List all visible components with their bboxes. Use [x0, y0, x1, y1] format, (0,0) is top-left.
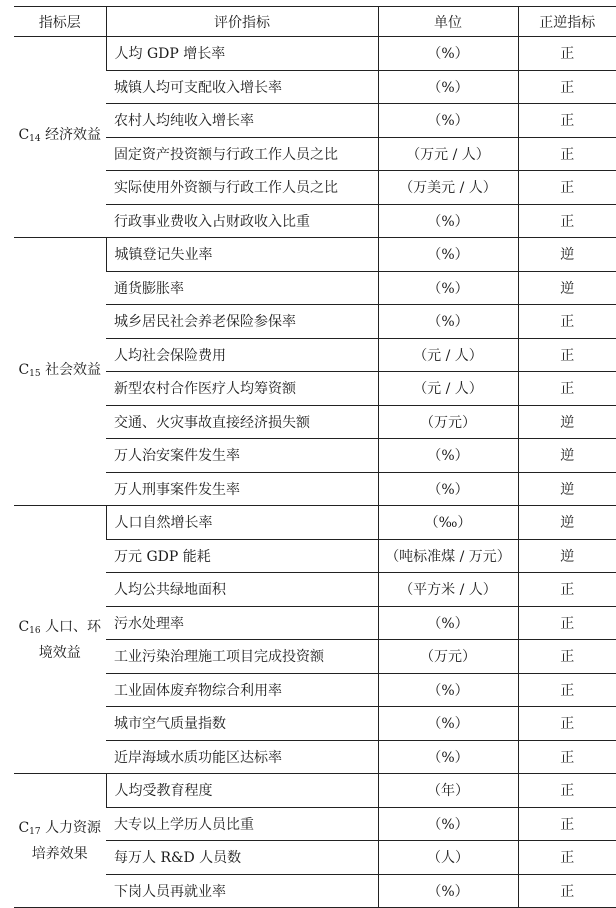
table-body — [14, 37, 616, 908]
group-code: $C_{17}$ — [18, 819, 41, 837]
group-name-line1: 人口、环 — [45, 618, 102, 635]
direction-cell: 逆 — [518, 439, 616, 473]
direction-cell: 正 — [518, 305, 616, 339]
unit-cell: （%） — [378, 37, 518, 71]
direction-cell: 正 — [518, 37, 616, 71]
indicator-cell: 工业污染治理施工项目完成投资额 — [106, 640, 378, 674]
unit-cell: （万元） — [378, 405, 518, 439]
group-name-line2: 境效益 — [38, 644, 81, 661]
header-indicator: 评价指标 — [106, 7, 378, 37]
unit-cell: （%） — [378, 606, 518, 640]
direction-cell: 逆 — [518, 506, 616, 540]
indicator-cell: 污水处理率 — [106, 606, 378, 640]
unit-cell: （%） — [378, 673, 518, 707]
indicator-table — [14, 6, 616, 908]
indicator-cell: 人均社会保险费用 — [106, 338, 378, 372]
unit-cell: （%） — [378, 305, 518, 339]
direction-cell: 正 — [518, 673, 616, 707]
unit-cell: （平方米 / 人） — [378, 573, 518, 607]
indicator-cell: 人均受教育程度 — [106, 774, 378, 808]
unit-cell: （万美元 / 人） — [378, 171, 518, 205]
direction-cell: 正 — [518, 70, 616, 104]
direction-cell: 正 — [518, 204, 616, 238]
indicator-cell: 人均公共绿地面积 — [106, 573, 378, 607]
group-label — [14, 506, 106, 774]
indicator-cell: 城乡居民社会养老保险参保率 — [106, 305, 378, 339]
table-row — [14, 506, 616, 540]
direction-cell: 正 — [518, 372, 616, 406]
indicator-cell: 万人刑事案件发生率 — [106, 472, 378, 506]
group-label — [14, 238, 106, 506]
indicator-cell: 新型农村合作医疗人均筹资额 — [106, 372, 378, 406]
group-code: $C_{15}$ — [18, 361, 41, 379]
unit-cell: （人） — [378, 841, 518, 875]
group-label — [14, 37, 106, 238]
unit-cell: （%） — [378, 70, 518, 104]
indicator-cell: 城镇人均可支配收入增长率 — [106, 70, 378, 104]
direction-cell: 正 — [518, 573, 616, 607]
indicator-cell: 万人治安案件发生率 — [106, 439, 378, 473]
direction-cell: 逆 — [518, 405, 616, 439]
direction-cell: 正 — [518, 774, 616, 808]
unit-cell: （‰） — [378, 506, 518, 540]
group-name-line2: 培养效果 — [31, 845, 88, 862]
header-direction: 正逆指标 — [518, 7, 616, 37]
direction-cell: 正 — [518, 137, 616, 171]
indicator-cell: 城镇登记失业率 — [106, 238, 378, 272]
indicator-cell: 下岗人员再就业率 — [106, 874, 378, 908]
direction-cell: 正 — [518, 841, 616, 875]
unit-cell: （%） — [378, 271, 518, 305]
group-name-line1: 经济效益 — [45, 127, 102, 143]
direction-cell: 正 — [518, 338, 616, 372]
direction-cell: 正 — [518, 874, 616, 908]
direction-cell: 逆 — [518, 238, 616, 272]
group-name-line1: 社会效益 — [45, 361, 102, 378]
indicator-cell: 工业固体废弃物综合利用率 — [106, 673, 378, 707]
indicator-cell: 行政事业费收入占财政收入比重 — [106, 204, 378, 238]
unit-cell: （元 / 人） — [378, 372, 518, 406]
header-row — [14, 7, 616, 37]
unit-cell: （%） — [378, 439, 518, 473]
indicator-cell: 万元 GDP 能耗 — [106, 539, 378, 573]
indicator-cell: 人口自然增长率 — [106, 506, 378, 540]
direction-cell: 正 — [518, 640, 616, 674]
direction-cell: 正 — [518, 606, 616, 640]
unit-cell: （元 / 人） — [378, 338, 518, 372]
table-row — [14, 238, 616, 272]
direction-cell: 正 — [518, 740, 616, 774]
unit-cell: （%） — [378, 238, 518, 272]
indicator-cell: 农村人均纯收入增长率 — [106, 104, 378, 138]
direction-cell: 逆 — [518, 271, 616, 305]
unit-cell: （万元 / 人） — [378, 137, 518, 171]
indicator-cell: 交通、火灾事故直接经济损失额 — [106, 405, 378, 439]
indicator-cell: 近岸海域水质功能区达标率 — [106, 740, 378, 774]
indicator-cell: 城市空气质量指数 — [106, 707, 378, 741]
unit-cell: （%） — [378, 807, 518, 841]
indicator-cell: 每万人 R&D 人员数 — [106, 841, 378, 875]
direction-cell: 正 — [518, 171, 616, 205]
unit-cell: （%） — [378, 204, 518, 238]
indicator-cell: 大专以上学历人员比重 — [106, 807, 378, 841]
table-row — [14, 774, 616, 808]
unit-cell: （%） — [378, 707, 518, 741]
header-unit: 单位 — [378, 7, 518, 37]
indicator-cell: 人均 GDP 增长率 — [106, 37, 378, 71]
group-label — [14, 774, 106, 908]
unit-cell: （%） — [378, 740, 518, 774]
unit-cell: （年） — [378, 774, 518, 808]
group-code: $C_{14}$ — [18, 127, 41, 144]
direction-cell: 逆 — [518, 539, 616, 573]
indicator-cell: 实际使用外资额与行政工作人员之比 — [106, 171, 378, 205]
indicator-cell: 固定资产投资额与行政工作人员之比 — [106, 137, 378, 171]
indicator-cell: 通货膨胀率 — [106, 271, 378, 305]
table-row — [14, 37, 616, 71]
header-level: 指标层 — [14, 7, 106, 37]
group-code: $C_{16}$ — [18, 618, 41, 636]
direction-cell: 逆 — [518, 472, 616, 506]
direction-cell: 正 — [518, 104, 616, 138]
unit-cell: （吨标准煤 / 万元） — [378, 539, 518, 573]
direction-cell: 正 — [518, 707, 616, 741]
unit-cell: （%） — [378, 104, 518, 138]
unit-cell: （万元） — [378, 640, 518, 674]
group-name-line1: 人力资源 — [45, 819, 102, 836]
unit-cell: （%） — [378, 472, 518, 506]
unit-cell: （%） — [378, 874, 518, 908]
direction-cell: 正 — [518, 807, 616, 841]
